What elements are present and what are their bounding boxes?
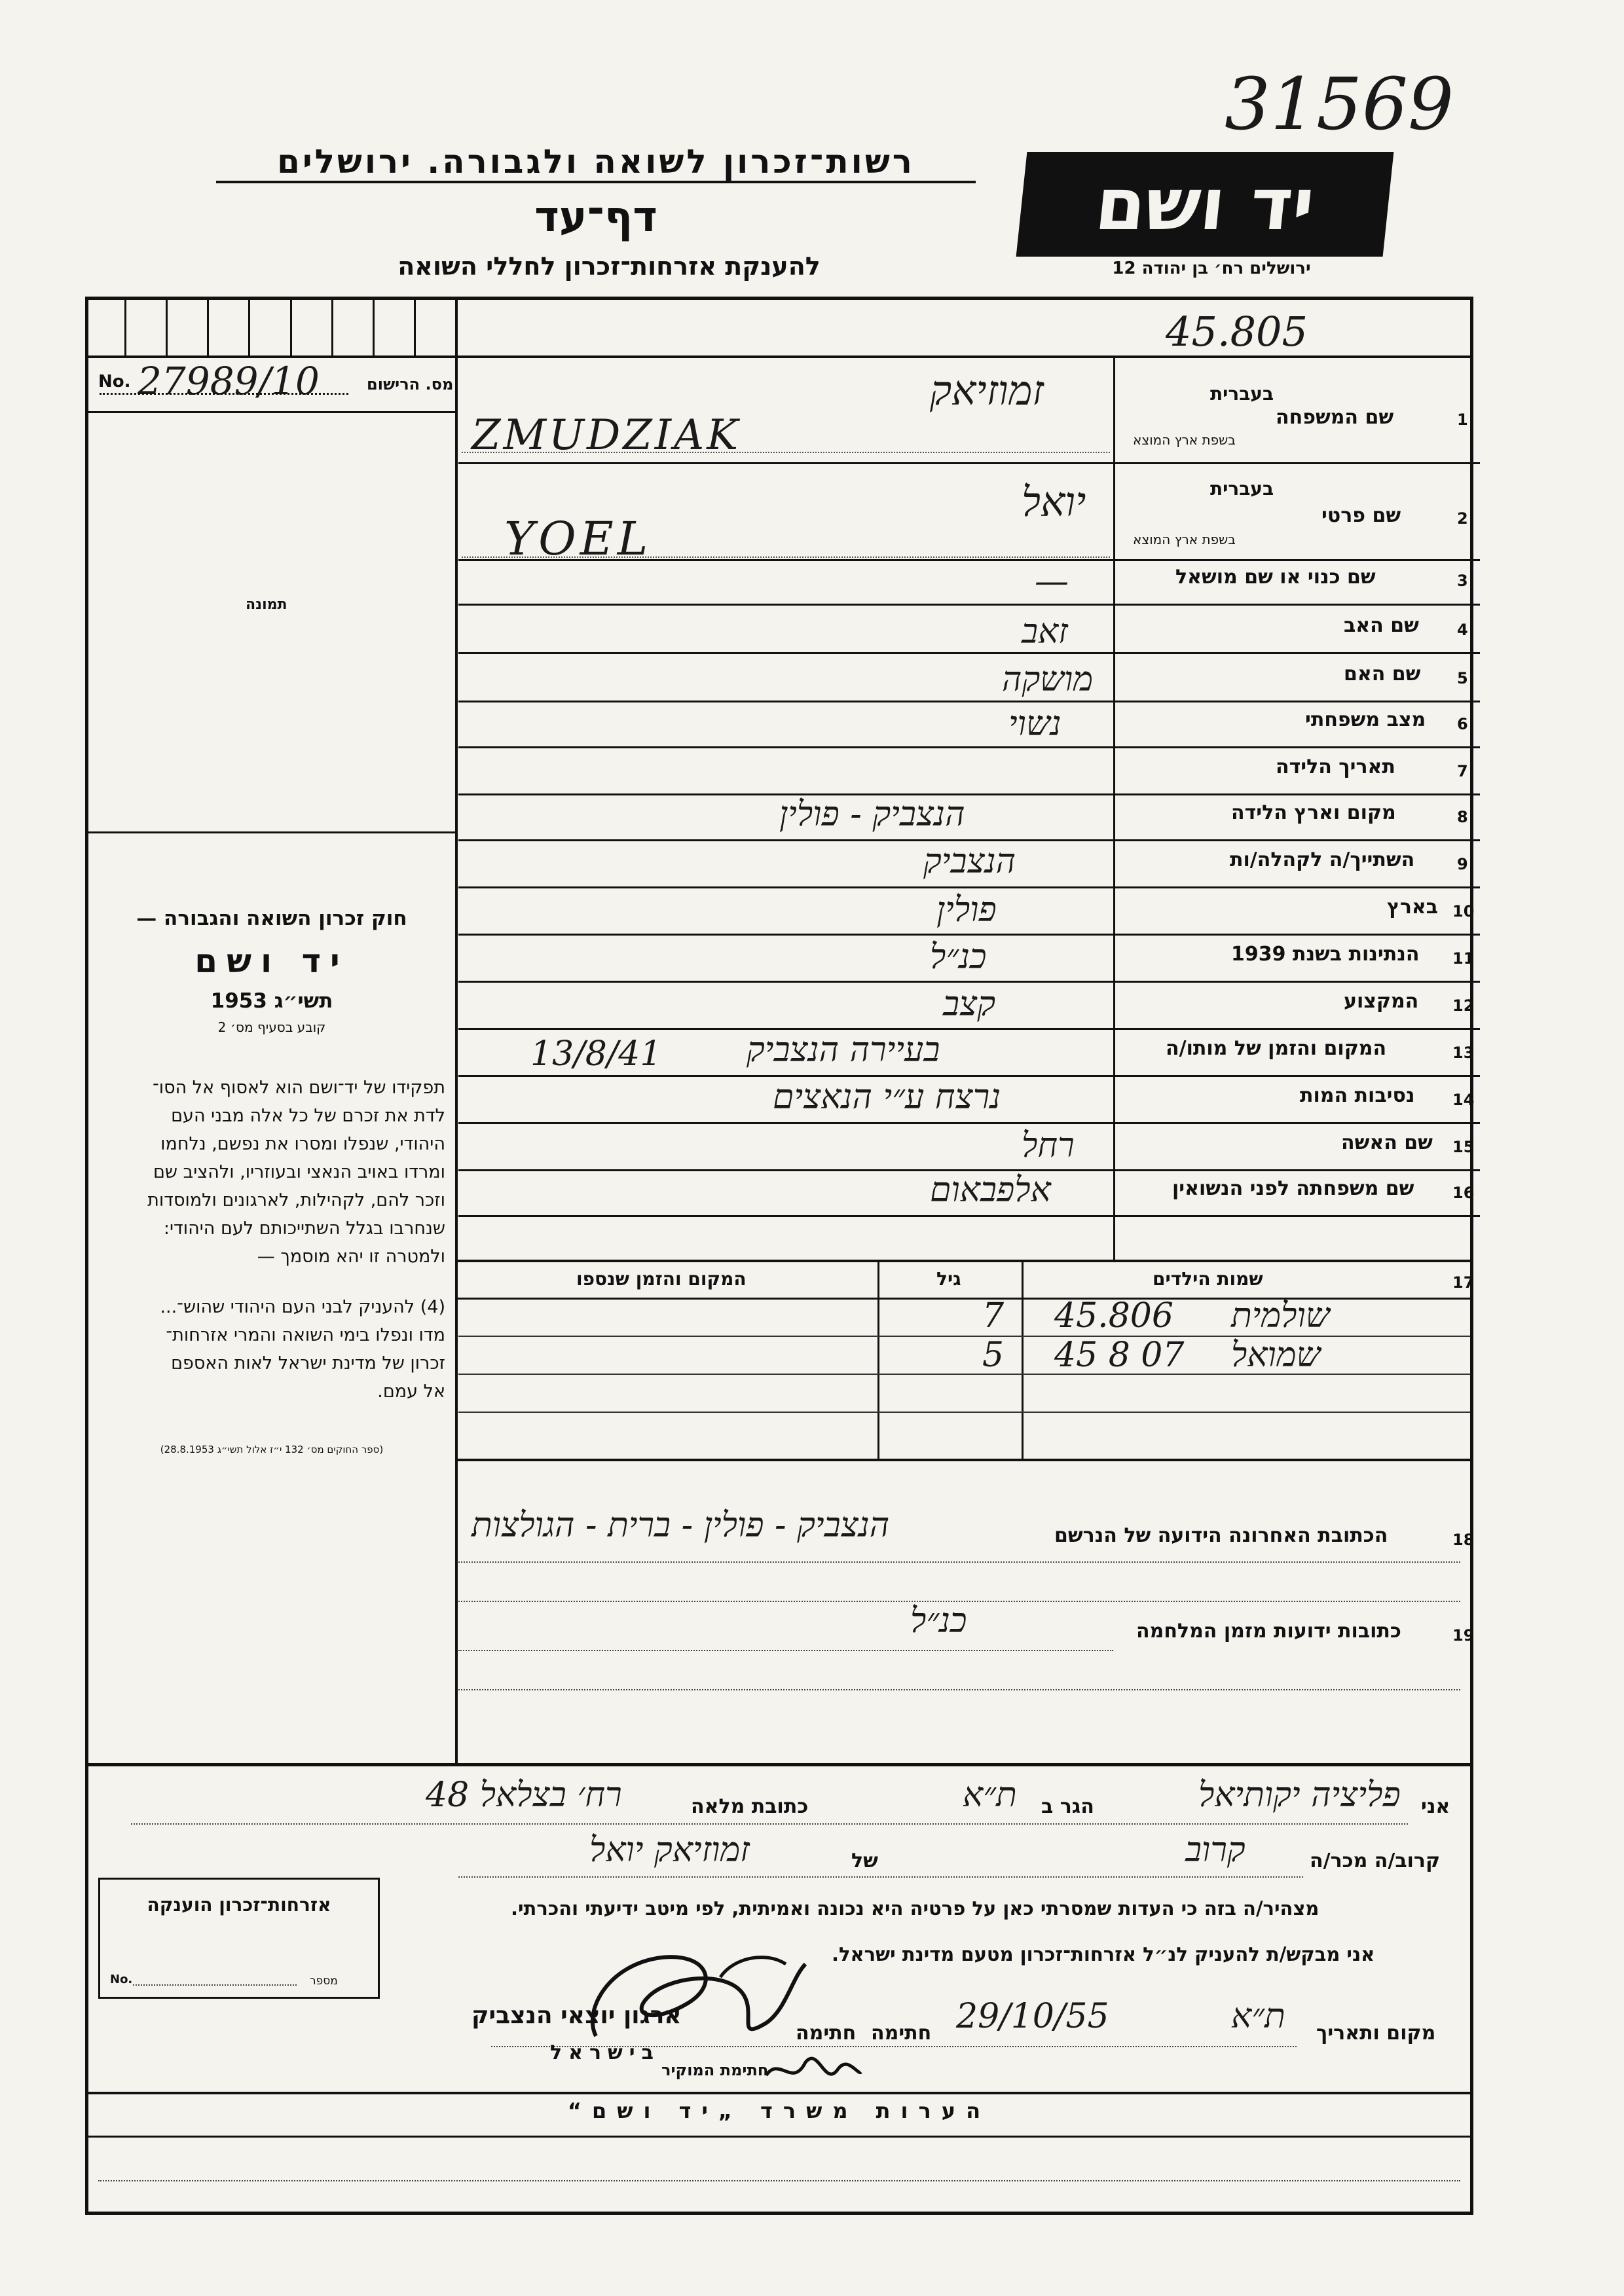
field-3-number: 3 <box>1457 572 1468 590</box>
place-date-label: מקום ותאריך <box>1316 2022 1436 2045</box>
field-6-number: 6 <box>1457 715 1468 733</box>
field-10-number: 10 <box>1452 902 1475 920</box>
field-19-number: 19 <box>1452 1626 1475 1645</box>
field-11-number: 11 <box>1452 949 1475 968</box>
field-8-value: הנצביק - פולין <box>779 795 965 834</box>
photo-bottom-line <box>85 831 455 833</box>
law-line: זכרון של מדינת ישראל לאות האספם <box>171 1353 445 1374</box>
field-2-sub-origin: בשפת ארץ המוצא <box>1133 532 1236 547</box>
law-paragraph-1 <box>98 1074 445 1271</box>
law-line: אל עמם. <box>377 1381 445 1402</box>
field-1-sub-origin: בשפת ארץ המוצא <box>1133 432 1236 448</box>
decl-line1-dotted <box>131 1823 1408 1825</box>
code-boxes <box>85 297 455 355</box>
field-4-label: שם האב <box>1344 614 1419 637</box>
law-title: חוק זכרון השואה והגבורה — <box>136 907 407 930</box>
law-line: שנחרבו בגלל השתייכותם לעם היהודי: <box>163 1218 445 1239</box>
form-subtitle: להענקת אזרחות־זכרון לחללי השואה <box>397 252 821 281</box>
child-1-age: 7 <box>982 1296 1005 1336</box>
children-col-divider-2 <box>1022 1262 1024 1459</box>
office-notes-label: הערות משרד „יד ושם“ <box>567 2098 991 2123</box>
decl-of-name: זמוזיאק יואל <box>589 1831 750 1870</box>
child-2-age: 5 <box>982 1336 1005 1375</box>
org-stamp-line1: ארגון יוצאי הנצביק <box>471 2002 682 2029</box>
field-14-label: נסיבות המות <box>1300 1084 1415 1107</box>
registration-number: 27989/10 <box>138 359 320 403</box>
field-18-number: 18 <box>1452 1531 1475 1549</box>
field-9-number: 9 <box>1457 855 1468 873</box>
signature-label: חתימה <box>871 2022 932 2045</box>
law-source: (ספר החוקים מס׳ 132 י״ז אלול תשי״ג 28.8.1953) <box>160 1444 384 1455</box>
child-1-name: שולמית <box>1231 1296 1330 1336</box>
decl-line2-dotted <box>458 1876 1303 1878</box>
row-sep <box>458 701 1480 702</box>
field-5-number: 5 <box>1457 669 1468 687</box>
field-13-date: 13/8/41 <box>530 1034 662 1074</box>
field-19-label: כתובות ידועות מזמן המלחמה <box>1136 1620 1401 1643</box>
children-bottom-line <box>455 1459 1473 1461</box>
archive-number: 31569 <box>1225 62 1454 146</box>
form-title: דף־עד <box>534 193 657 242</box>
decl-city: ת״א <box>963 1776 1017 1815</box>
declaration-top-line <box>85 1763 1473 1766</box>
office-notes-bottom-line <box>85 2136 1473 2138</box>
field-18-value: הנצביק - פולין - ברית - הגולצות <box>471 1506 890 1545</box>
place-value: ת״א <box>1231 1997 1285 2036</box>
field-17-number: 17 <box>1452 1273 1475 1292</box>
field-13-label: המקום והזמן של מותו/ה <box>1166 1037 1387 1060</box>
law-paragraph-2 <box>98 1293 445 1406</box>
field-16-label: שם משפחתה לפני הנשואין <box>1172 1177 1414 1200</box>
field-2-value-hebrew: יואל <box>1022 478 1086 526</box>
field-12-number: 12 <box>1452 996 1475 1015</box>
decl-resides-label: הגר ב <box>1041 1795 1094 1818</box>
citizenship-no-label: No. <box>110 1973 133 1986</box>
field-19-dotted-2 <box>458 1689 1460 1690</box>
field-1-sub-hebrew: בעברית <box>1210 383 1274 405</box>
decl-relation-value: קרוב <box>1185 1831 1246 1870</box>
children-col-divider-1 <box>877 1262 879 1459</box>
photo-label: תמונה <box>246 596 287 613</box>
decl-statement: מצהיר/ה בזה כי העדות שמסרתי כאן על פרטיה היא נכונה ואמיתית, לפי מיטב ידיעתי והכרתי. <box>511 1897 1320 1920</box>
law-line: (4) להעניק לבני העם היהודי שהוש־... <box>160 1297 445 1317</box>
law-line: לדת את זכרם של כל אלה מבני העם <box>171 1106 445 1126</box>
top-row-line <box>85 355 1473 358</box>
row-sep <box>458 934 1480 936</box>
row-sep <box>458 1028 1480 1030</box>
child-1-ref: 45.806 <box>1054 1296 1173 1336</box>
office-notes-dotted <box>98 2180 1460 2181</box>
field-4-value: זאב <box>1022 612 1068 651</box>
field-18-label: הכתובת האחרונה הידועה של הנרשם <box>1054 1524 1388 1547</box>
org-stamp-line2: בישראל <box>550 2041 660 2064</box>
field-1-number: 1 <box>1457 410 1468 429</box>
field-2-value-latin: YOEL <box>504 512 652 566</box>
registration-dots <box>100 393 348 395</box>
field-6-value: נשוי <box>1008 704 1061 744</box>
decl-address-label: כתובת מלאה <box>691 1795 809 1818</box>
field-1-label: שם המשפחה <box>1276 406 1394 429</box>
field-5-label: שם האם <box>1344 663 1421 685</box>
field-18-dotted <box>458 1561 1460 1563</box>
date-value: 29/10/55 <box>956 1997 1109 2036</box>
field-1-value-hebrew: זמוזיאק <box>930 367 1044 414</box>
field-12-label: המקצוע <box>1344 990 1419 1013</box>
row-sep <box>458 839 1480 841</box>
children-table <box>455 1262 1473 1459</box>
row-sep <box>458 1215 1480 1217</box>
signature-label-2: חתימה <box>796 2022 857 2045</box>
field-8-number: 8 <box>1457 808 1468 826</box>
decl-relation-label: קרוב/ה מכר/ה <box>1310 1850 1441 1872</box>
photo-area <box>85 413 455 832</box>
row-sep <box>458 604 1480 606</box>
field-10-value: פולין <box>936 890 997 930</box>
field-2-sub-hebrew: בעברית <box>1210 478 1274 500</box>
field-13-value: בעיירה הנצביק <box>747 1030 940 1070</box>
law-line: היהודי, שנפלו ומסרו את נפשם, נלחמו <box>160 1134 445 1154</box>
field-15-value: רחל <box>1022 1126 1075 1165</box>
row-sep <box>458 746 1480 748</box>
children-row-line <box>458 1412 1470 1413</box>
field-11-label: הנתינות בשנת 1939 <box>1231 943 1420 966</box>
field-11-value: כנ״ל <box>930 938 987 977</box>
law-name: יד ושם <box>194 942 349 980</box>
top-number: 45.805 <box>1166 308 1308 355</box>
citizenship-dotted <box>133 1984 297 1986</box>
row-sep <box>458 652 1480 654</box>
child-2-ref: 45 8 07 <box>1054 1336 1185 1375</box>
field-3-label: שם כנוי או שם מושאל <box>1175 566 1376 589</box>
address: ירושלים רח׳ בן יהודה 12 <box>1112 259 1311 278</box>
certifier-label: חתימת המוקיר <box>661 2061 769 2079</box>
field-7-label: תאריך הלידה <box>1276 756 1395 778</box>
field-7-number: 7 <box>1457 762 1468 780</box>
citizenship-box <box>98 1878 380 1999</box>
logo-text: יד ושם <box>1091 162 1319 246</box>
row-sep <box>458 462 1480 464</box>
field-8-label: מקום וארץ הלידה <box>1231 801 1396 824</box>
field-19-value: כנ״ל <box>910 1601 967 1641</box>
law-year: תשי״ג 1953 <box>210 989 333 1013</box>
row-sep <box>458 886 1480 888</box>
field-3-value: — <box>1035 562 1069 601</box>
field-12-value: קצב <box>943 985 996 1024</box>
field-19-dotted <box>458 1650 1113 1651</box>
row-sep <box>458 1075 1480 1077</box>
children-header-age: גיל <box>936 1268 961 1290</box>
label-column-divider <box>1113 358 1115 1262</box>
field-2-number: 2 <box>1457 509 1468 528</box>
children-header-names: שמות הילדים <box>1153 1268 1263 1290</box>
row-sep <box>458 1122 1480 1124</box>
field-9-value: הנצביק <box>923 842 1016 881</box>
child-2-name: שמואל <box>1231 1336 1321 1375</box>
field-16-value: אלפבאום <box>930 1171 1051 1210</box>
law-block <box>98 907 445 1035</box>
decl-request: אני מבקש/ת להעניק לנ״ל אזרחות־זכרון מטעם מדינת ישראל. <box>832 1943 1375 1965</box>
law-line: ולמטרה זו יהא מוסמך — <box>257 1247 445 1267</box>
decl-of-label: של <box>851 1850 878 1872</box>
row-sep <box>458 981 1480 983</box>
field-13-number: 13 <box>1452 1044 1475 1062</box>
org-name: רשות־זכרון לשואה ולגבורה. ירושלים <box>216 143 976 183</box>
citizenship-title: אזרחות־זכרון הוענקה <box>147 1894 331 1916</box>
column-divider <box>455 297 458 1763</box>
children-header-place: המקום והזמן שנספו <box>576 1268 747 1290</box>
citizenship-num-label: מספר <box>310 1975 338 1988</box>
field-9-label: השתייך/ה לקהלה/ות <box>1230 848 1415 871</box>
law-line: וזכר להם, לקהילות, לארגונים ולמוסדות <box>147 1190 445 1211</box>
field-14-value: נרצח ע״י הנאצים <box>773 1078 1001 1117</box>
field-6-label: מצב משפחתי <box>1305 708 1426 731</box>
row-sep <box>458 793 1480 795</box>
field-14-number: 14 <box>1452 1091 1475 1109</box>
registration-label: מס. הרישום <box>367 375 454 393</box>
yad-vashem-logo <box>1016 152 1394 257</box>
law-line: ומרדו באויב הנאצי ובעוזריו, ולהציב שם <box>153 1162 445 1182</box>
field-2-label: שם פרטי <box>1321 504 1401 527</box>
certifier-signature <box>760 2049 864 2095</box>
law-line: מדו ונפלו בימי השואה והמרי אזרחות־ <box>166 1325 445 1345</box>
field-5-value: מושקה <box>1002 660 1094 699</box>
field-15-label: שם האשה <box>1341 1131 1433 1154</box>
decl-street: רח׳ בצלאל 48 <box>426 1776 622 1815</box>
law-clause: קובע בסעיף מס׳ 2 <box>217 1019 326 1035</box>
registration-no-label: No. <box>98 372 131 392</box>
field-4-number: 4 <box>1457 621 1468 639</box>
field-10-label: בארץ <box>1387 896 1439 919</box>
decl-prefix: אני <box>1421 1795 1450 1818</box>
decl-name: פליציה יקותיאל <box>1198 1776 1401 1815</box>
law-line: תפקידו של יד־ושם הוא לאסוף אל הסו־ <box>152 1078 445 1098</box>
field-1-value-latin: ZMUDZIAK <box>471 411 741 460</box>
office-notes-top-line <box>85 2092 1473 2094</box>
field-16-number: 16 <box>1452 1184 1475 1202</box>
field-15-number: 15 <box>1452 1138 1475 1156</box>
